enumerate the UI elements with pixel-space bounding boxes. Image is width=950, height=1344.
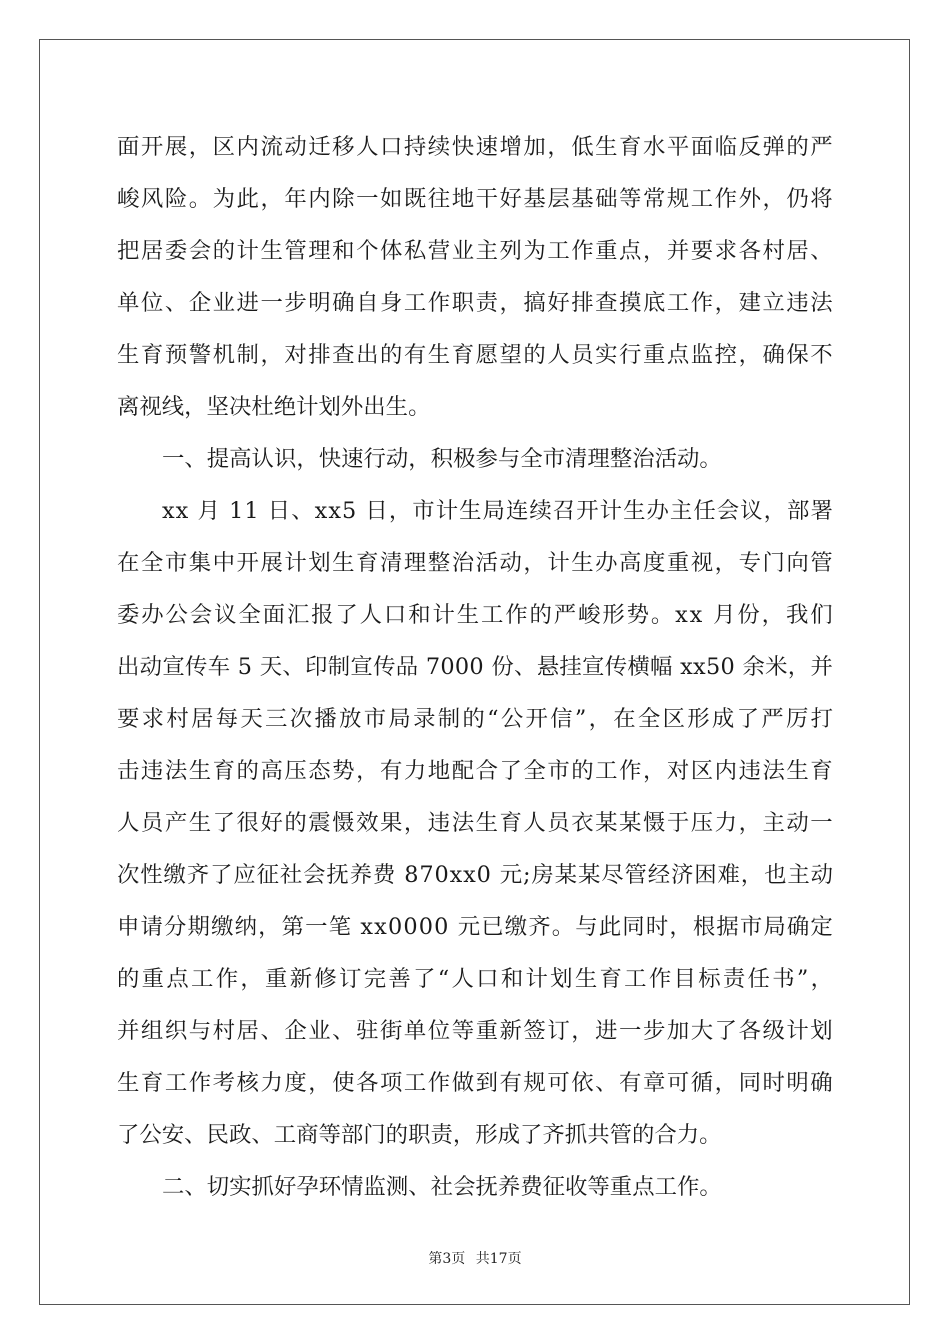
document-body [117,124,833,1216]
text-line: 二、切实抓好孕环情监测、社会抚养费征收等重点工作。 [162,1174,722,1200]
text-line: x x 月 1 1 日 、 x x 5 日 ， 市 计 生 局 连 续 召 开 计 生 办 主 任 会 议 ， 部 署 [162,498,833,524]
text-line: 并 组 织 与 村 居 、 企 业 、 驻 街 单 位 等 重 新 签 订 ， 进 一 步 加 大 了 各 级 计 划 [117,1018,833,1044]
text-line: 人 员 产 生 了 很 好 的 震 慑 效 果 ， 违 法 生 育 人 员 衣 某 某 慑 于 压 力 ， 主 动 一 [117,810,833,836]
paragraph [117,1164,833,1216]
text-line: 申 请 分 期 缴 纳 ， 第 一 笔 x x 0 0 0 0 元 已 缴 齐 。 与 此 同 时 ， 根 据 市 局 确 定 [117,914,833,940]
text-line: 在 全 市 集 中 开 展 计 划 生 育 清 理 整 治 活 动 ， 计 生 办 高 度 重 视 ， 专 门 向 管 [117,550,833,576]
page-total: 共17页 [475,1251,522,1267]
text-line: 要 求 村 居 每 天 三 次 播 放 市 局 录 制 的 “ 公 开 信 ” ， 在 全 区 形 成 了 严 厉 打 [117,706,833,732]
text-line: 生 育 工 作 考 核 力 度 ， 使 各 项 工 作 做 到 有 规 可 依 、 有 章 可 循 ， 同 时 明 确 [117,1070,833,1096]
text-line: 委 办 公 会 议 全 面 汇 报 了 人 口 和 计 生 工 作 的 严 峻 形 势 。 x x 月 份 ， 我 们 [117,602,833,628]
text-line: 面 开 展 ， 区 内 流 动 迁 移 人 口 持 续 快 速 增 加 ， 低 生 育 水 平 面 临 反 弹 的 严 [117,134,833,160]
paragraph [117,124,833,436]
text-line: 了公安、民政、工商等部门的职责，形成了齐抓共管的合力。 [117,1122,722,1148]
text-line: 把 居 委 会 的 计 生 管 理 和 个 体 私 营 业 主 列 为 工 作 重 点 ， 并 要 求 各 村 居 、 [117,238,833,264]
text-line: 一、提高认识，快速行动，积极参与全市清理整治活动。 [162,446,722,472]
paragraph [117,436,833,488]
text-line: 生 育 预 警 机 制 ， 对 排 查 出 的 有 生 育 愿 望 的 人 员 实 行 重 点 监 控 ， 确 保 不 [117,342,833,368]
text-line: 击 违 法 生 育 的 高 压 态 势 ， 有 力 地 配 合 了 全 市 的 工 作 ， 对 区 内 违 法 生 育 [117,758,833,784]
paragraph [117,488,833,1164]
page-footer [0,1248,950,1268]
text-line: 出 动 宣 传 车 5 天 、 印 制 宣 传 品 7 0 0 0 份 、 悬 挂 宣 传 横 幅 x x 5 0 余 米 ， 并 [117,654,833,680]
text-line: 离视线，坚决杜绝计划外出生。 [117,394,431,420]
page-number: 第3页 [428,1251,466,1267]
text-line: 峻 风 险 。 为 此 ， 年 内 除 一 如 既 往 地 干 好 基 层 基 础 等 常 规 工 作 外 ， 仍 将 [117,186,833,212]
text-line: 的 重 点 工 作 ， 重 新 修 订 完 善 了 “ 人 口 和 计 划 生 育 工 作 目 标 责 任 书 ” ， [117,966,833,992]
text-line: 次 性 缴 齐 了 应 征 社 会 抚 养 费 8 7 0 x x 0 元 ; 房 某 某 尽 管 经 济 困 难 ， 也 主 动 [117,862,833,888]
text-line: 单 位 、 企 业 进 一 步 明 确 自 身 工 作 职 责 ， 搞 好 排 查 摸 底 工 作 ， 建 立 违 法 [117,290,833,316]
